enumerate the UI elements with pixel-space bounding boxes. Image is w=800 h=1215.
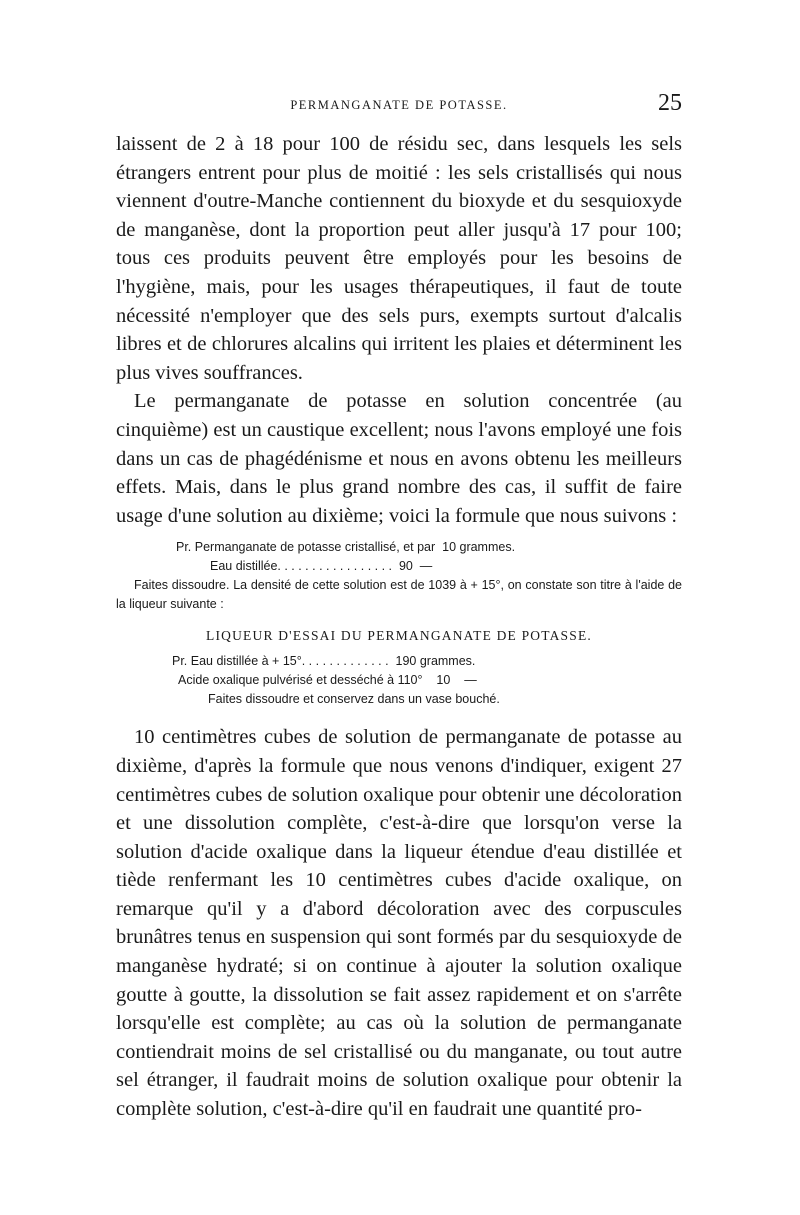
paragraph-3: 10 centimètres cubes de solution de permanganate de potasse au dixième, d'après la formule que nous venons d'indiquer, exigent 27 centimètres cubes de solution oxalique pour obtenir une décoloration et une dissolution complète, c'est-à-dire que lorsqu'on verse la solution d'acide oxalique dans la liqueur étendue d'eau distillée et tiède renfermant les 10 centimètres cubes d'acide oxalique, on remarque qu'il y a d'abord décoloration avec des corpuscules brunâtres tenus en suspension qui sont formés par du sesquioxyde de manganèse hydraté; si on continue à ajouter la solution oxalique goutte à goutte, la dissolution se fait assez rapidement et on s'arrête lorsqu'elle est complète; au cas où la solution de permanganate contiendrait moins de sel cristallisé ou du manganate, ou tout autre sel étranger, il faudrait moins de solution oxalique pour obtenir la complète solution, c'est-à-dire qu'il en faudrait une quantité pro-: [116, 726, 682, 1121]
recipe-note: Faites dissoudre. La densité de cette solution est de 1039 à + 15°, on constate son titre à l'aide de la liqueur suivante :: [116, 578, 682, 612]
paragraph-1: laissent de 2 à 18 pour 100 de résidu sec, dans lesquels les sels étrangers entrent pour plus de moitié : les sels cristallisés qui nous viennent d'outre-Manche contiennent du bioxyde et du sesquioxyde de manganèse, dont la proportion peut aller jusqu'à 17 pour 100; tous ces produits peuvent être employés pour les besoins de l'hygiène, mais, pour les usages thérapeutiques, il faut de toute nécessité n'employer que des sels purs, exempts surtout d'alcalis libres et de chlorures alcalins qui irritent les plaies et déterminent les plus vives souffrances.: [116, 133, 682, 384]
essai-line-1: Pr. Eau distillée à + 15°. . . . . . . . . . . . . 190 grammes.: [172, 654, 476, 669]
book-page: [116, 92, 682, 1124]
page-number: 25: [658, 90, 682, 116]
paragraph-2: Le permanganate de potasse en solution concentrée (au cinquième) est un caustique excellent; nous l'avons employé une fois dans un cas de phagédénisme et nous en avons obtenu les meilleurs effets. Mais, dans le plus grand nombre des cas, il suffit de faire usage d'une solution au dixième; voici la formule que nous suivons :: [116, 390, 682, 527]
recipe-line-1: Pr. Permanganate de potasse cristallisé, et par 10 grammes.: [176, 540, 516, 555]
essai-recipe-block: [116, 652, 682, 709]
recipe-block: [116, 538, 682, 614]
essai-line-2: Acide oxalique pulvérisé et desséché à 110° 10 —: [178, 673, 477, 688]
essai-line-3: Faites dissoudre et conservez dans un vase bouché.: [208, 692, 500, 707]
page-header: [116, 92, 682, 122]
recipe-line-2: Eau distillée. . . . . . . . . . . . . . . . . 90 —: [210, 559, 433, 574]
section-subheading: LIQUEUR D'ESSAI DU PERMANGANATE DE POTASSE.: [206, 628, 592, 644]
running-title: PERMANGANATE DE POTASSE.: [290, 98, 508, 112]
